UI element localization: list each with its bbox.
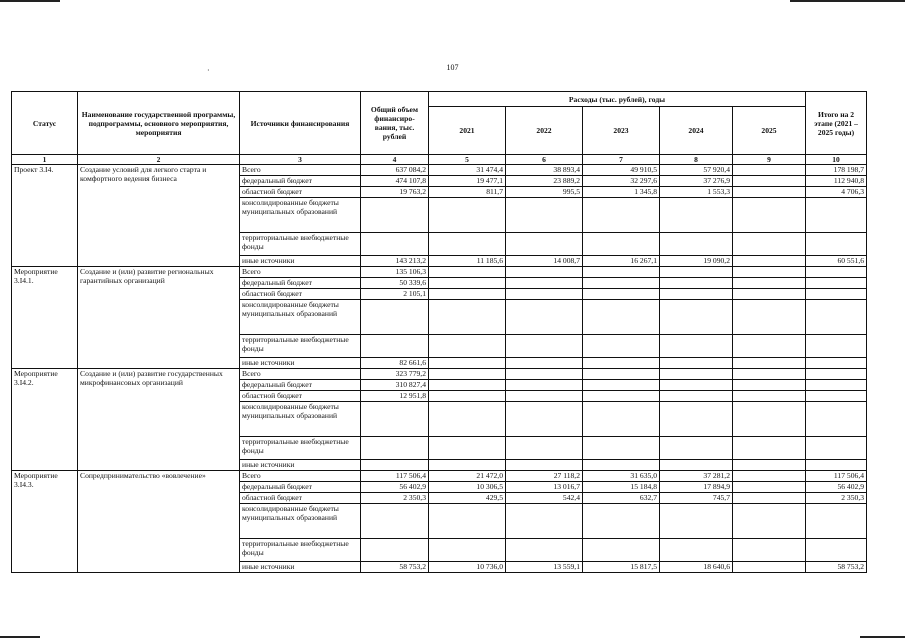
header-stage-total: Итого на 2 этапе (2021 – 2025 годы) — [806, 92, 867, 155]
amount-y2025 — [733, 402, 806, 437]
amount-y2025 — [733, 278, 806, 289]
amount-stage: 112 940,8 — [806, 176, 867, 187]
amount-stage — [806, 335, 867, 358]
amount-y2023 — [583, 460, 660, 471]
amount-y2024 — [660, 300, 733, 335]
amount-y2022 — [506, 460, 583, 471]
amount-total — [361, 539, 429, 562]
amount-y2025 — [733, 380, 806, 391]
header-sources: Источники финансирования — [240, 92, 361, 155]
amount-y2022 — [506, 289, 583, 300]
row-status: Проект 3.I4. — [12, 165, 78, 267]
amount-y2022 — [506, 233, 583, 256]
amount-y2021: 811,7 — [429, 187, 506, 198]
amount-y2022: 38 893,4 — [506, 165, 583, 176]
amount-y2025 — [733, 187, 806, 198]
amount-y2025 — [733, 493, 806, 504]
amount-total — [361, 300, 429, 335]
amount-y2023 — [583, 289, 660, 300]
column-number: 8 — [660, 155, 733, 165]
amount-y2021 — [429, 402, 506, 437]
amount-stage: 60 551,6 — [806, 256, 867, 267]
funding-source: областной бюджет — [240, 187, 361, 198]
amount-y2021 — [429, 539, 506, 562]
amount-y2024 — [660, 380, 733, 391]
bottom-scan-edge-right — [860, 636, 905, 638]
amount-y2023 — [583, 437, 660, 460]
amount-y2022: 23 889,2 — [506, 176, 583, 187]
amount-total: 2 105,1 — [361, 289, 429, 300]
amount-y2025 — [733, 267, 806, 278]
funding-source: консолидированные бюджеты муниципальных образований — [240, 504, 361, 539]
funding-source: иные источники — [240, 562, 361, 573]
amount-y2022: 13 559,1 — [506, 562, 583, 573]
amount-stage — [806, 391, 867, 402]
amount-y2025 — [733, 358, 806, 369]
amount-stage — [806, 300, 867, 335]
amount-y2022 — [506, 278, 583, 289]
amount-total — [361, 504, 429, 539]
row-name: Создание и (или) развитие региональных гарантийных организаций — [78, 267, 240, 369]
amount-y2024 — [660, 358, 733, 369]
amount-stage — [806, 369, 867, 380]
amount-stage — [806, 460, 867, 471]
amount-y2022: 27 118,2 — [506, 471, 583, 482]
amount-y2025 — [733, 256, 806, 267]
amount-y2025 — [733, 335, 806, 358]
amount-stage — [806, 437, 867, 460]
column-number: 7 — [583, 155, 660, 165]
amount-y2021: 429,5 — [429, 493, 506, 504]
funding-source: областной бюджет — [240, 493, 361, 504]
amount-total — [361, 233, 429, 256]
amount-y2024: 745,7 — [660, 493, 733, 504]
amount-y2023 — [583, 335, 660, 358]
amount-y2023 — [583, 369, 660, 380]
column-number: 6 — [506, 155, 583, 165]
amount-y2024 — [660, 267, 733, 278]
amount-stage — [806, 504, 867, 539]
amount-total: 310 827,4 — [361, 380, 429, 391]
amount-y2024: 17 894,9 — [660, 482, 733, 493]
amount-y2023: 49 910,5 — [583, 165, 660, 176]
funding-source: Всего — [240, 165, 361, 176]
amount-stage: 58 753,2 — [806, 562, 867, 573]
amount-y2025 — [733, 233, 806, 256]
amount-y2025 — [733, 539, 806, 562]
amount-y2021 — [429, 391, 506, 402]
amount-y2025 — [733, 198, 806, 233]
amount-y2021 — [429, 335, 506, 358]
amount-y2025 — [733, 300, 806, 335]
amount-total: 19 763,2 — [361, 187, 429, 198]
amount-y2024: 37 281,2 — [660, 471, 733, 482]
amount-stage: 2 350,3 — [806, 493, 867, 504]
amount-total: 82 661,6 — [361, 358, 429, 369]
amount-y2025 — [733, 391, 806, 402]
amount-y2021: 19 477,1 — [429, 176, 506, 187]
amount-y2025 — [733, 471, 806, 482]
amount-total: 637 084,2 — [361, 165, 429, 176]
amount-y2022 — [506, 267, 583, 278]
funding-source: иные источники — [240, 358, 361, 369]
amount-y2024 — [660, 335, 733, 358]
header-expenses: Расходы (тыс. рублей), годы — [429, 92, 806, 107]
amount-y2024 — [660, 289, 733, 300]
funding-source: Всего — [240, 369, 361, 380]
amount-y2021 — [429, 198, 506, 233]
funding-source: федеральный бюджет — [240, 278, 361, 289]
amount-total — [361, 335, 429, 358]
row-name: Создание и (или) развитие государственных микрофинансовых организаций — [78, 369, 240, 471]
header-year: 2024 — [660, 107, 733, 155]
amount-y2024 — [660, 278, 733, 289]
funding-source: консолидированные бюджеты муниципальных образований — [240, 402, 361, 437]
amount-y2024: 1 553,3 — [660, 187, 733, 198]
amount-y2025 — [733, 176, 806, 187]
amount-y2025 — [733, 289, 806, 300]
amount-y2024 — [660, 391, 733, 402]
header-year: 2022 — [506, 107, 583, 155]
row-status: Мероприятие 3.I4.3. — [12, 471, 78, 573]
amount-y2023 — [583, 300, 660, 335]
amount-y2025 — [733, 562, 806, 573]
column-number: 5 — [429, 155, 506, 165]
amount-y2025 — [733, 482, 806, 493]
amount-stage — [806, 289, 867, 300]
amount-y2022 — [506, 437, 583, 460]
amount-y2021 — [429, 504, 506, 539]
amount-y2024 — [660, 504, 733, 539]
table-row — [12, 471, 867, 482]
amount-y2022 — [506, 402, 583, 437]
amount-y2022 — [506, 504, 583, 539]
column-number: 2 — [78, 155, 240, 165]
amount-total: 474 107,8 — [361, 176, 429, 187]
amount-total: 135 106,3 — [361, 267, 429, 278]
amount-total: 323 779,2 — [361, 369, 429, 380]
amount-y2024 — [660, 402, 733, 437]
amount-y2021 — [429, 460, 506, 471]
amount-y2021: 10 736,0 — [429, 562, 506, 573]
table-row — [12, 369, 867, 380]
amount-y2021 — [429, 289, 506, 300]
amount-total: 2 350,3 — [361, 493, 429, 504]
amount-total: 56 402,9 — [361, 482, 429, 493]
amount-stage — [806, 380, 867, 391]
amount-y2021 — [429, 369, 506, 380]
amount-y2022 — [506, 358, 583, 369]
column-number: 1 — [12, 155, 78, 165]
amount-y2023: 632,7 — [583, 493, 660, 504]
amount-total — [361, 198, 429, 233]
amount-total — [361, 460, 429, 471]
header-year: 2021 — [429, 107, 506, 155]
amount-y2023 — [583, 233, 660, 256]
amount-y2022: 13 016,7 — [506, 482, 583, 493]
row-name: Сопредпринимательство «вовлечение» — [78, 471, 240, 573]
amount-y2024: 57 920,4 — [660, 165, 733, 176]
amount-y2024 — [660, 369, 733, 380]
funding-source: консолидированные бюджеты муниципальных образований — [240, 300, 361, 335]
table-body — [12, 165, 867, 573]
amount-y2023: 16 267,1 — [583, 256, 660, 267]
header-year: 2025 — [733, 107, 806, 155]
amount-stage: 4 706,3 — [806, 187, 867, 198]
amount-y2023 — [583, 402, 660, 437]
amount-stage — [806, 198, 867, 233]
amount-y2021 — [429, 380, 506, 391]
amount-y2023: 15 184,8 — [583, 482, 660, 493]
amount-total: 50 339,6 — [361, 278, 429, 289]
amount-y2025 — [733, 460, 806, 471]
amount-y2022 — [506, 300, 583, 335]
funding-source: областной бюджет — [240, 391, 361, 402]
amount-y2024: 37 276,9 — [660, 176, 733, 187]
amount-y2022 — [506, 369, 583, 380]
amount-y2025 — [733, 504, 806, 539]
amount-y2021 — [429, 233, 506, 256]
amount-y2023 — [583, 358, 660, 369]
amount-y2024 — [660, 539, 733, 562]
amount-y2021 — [429, 278, 506, 289]
amount-y2021 — [429, 437, 506, 460]
amount-y2024 — [660, 437, 733, 460]
amount-y2021: 21 472,0 — [429, 471, 506, 482]
amount-y2022: 14 008,7 — [506, 256, 583, 267]
funding-source: областной бюджет — [240, 289, 361, 300]
amount-y2023 — [583, 504, 660, 539]
row-status: Мероприятие 3.I4.1. — [12, 267, 78, 369]
funding-source: иные источники — [240, 256, 361, 267]
amount-y2021: 31 474,4 — [429, 165, 506, 176]
amount-y2022: 542,4 — [506, 493, 583, 504]
amount-y2022 — [506, 539, 583, 562]
amount-y2023 — [583, 198, 660, 233]
amount-y2022 — [506, 391, 583, 402]
funding-source: иные источники — [240, 460, 361, 471]
amount-y2023: 31 635,0 — [583, 471, 660, 482]
amount-y2023: 32 297,6 — [583, 176, 660, 187]
amount-stage: 56 402,9 — [806, 482, 867, 493]
funding-source: территориальные внебюджетные фонды — [240, 335, 361, 358]
amount-y2024 — [660, 460, 733, 471]
amount-y2022 — [506, 380, 583, 391]
amount-total — [361, 437, 429, 460]
amount-total: 12 951,8 — [361, 391, 429, 402]
amount-y2023 — [583, 380, 660, 391]
amount-total: 117 506,4 — [361, 471, 429, 482]
amount-y2023 — [583, 278, 660, 289]
funding-source: консолидированные бюджеты муниципальных образований — [240, 198, 361, 233]
amount-y2024: 19 090,2 — [660, 256, 733, 267]
funding-source: территориальные внебюджетные фонды — [240, 233, 361, 256]
funding-source: территориальные внебюджетные фонды — [240, 539, 361, 562]
funding-source: федеральный бюджет — [240, 176, 361, 187]
funding-source: федеральный бюджет — [240, 482, 361, 493]
header-name: Наименование государственной программы, подпрограммы, основного мероприятия, мероприятия — [78, 92, 240, 155]
header-year: 2023 — [583, 107, 660, 155]
funding-source: Всего — [240, 267, 361, 278]
amount-y2022 — [506, 335, 583, 358]
bottom-scan-edge-left — [0, 636, 40, 638]
amount-y2024 — [660, 233, 733, 256]
amount-stage — [806, 539, 867, 562]
amount-y2021: 10 306,5 — [429, 482, 506, 493]
amount-stage — [806, 278, 867, 289]
amount-total: 143 213,2 — [361, 256, 429, 267]
amount-y2024 — [660, 198, 733, 233]
amount-stage — [806, 233, 867, 256]
stray-mark: · — [207, 66, 210, 75]
amount-y2023 — [583, 391, 660, 402]
amount-y2023 — [583, 539, 660, 562]
table-row — [12, 267, 867, 278]
funding-source: Всего — [240, 471, 361, 482]
table-row — [12, 165, 867, 176]
amount-y2023: 15 817,5 — [583, 562, 660, 573]
amount-y2025 — [733, 165, 806, 176]
page-number: 107 — [446, 63, 459, 72]
amount-stage: 178 198,7 — [806, 165, 867, 176]
amount-y2021 — [429, 300, 506, 335]
amount-stage — [806, 358, 867, 369]
column-number: 9 — [733, 155, 806, 165]
amount-y2022 — [506, 198, 583, 233]
amount-y2023 — [583, 267, 660, 278]
amount-y2021 — [429, 267, 506, 278]
amount-y2025 — [733, 369, 806, 380]
header-total: Общий объем финансиро-вания, тыс. рублей — [361, 92, 429, 155]
amount-y2021 — [429, 358, 506, 369]
amount-total: 58 753,2 — [361, 562, 429, 573]
header-status: Статус — [12, 92, 78, 155]
amount-y2023: 1 345,8 — [583, 187, 660, 198]
top-scan-edge-right — [790, 0, 905, 2]
funding-source: территориальные внебюджетные фонды — [240, 437, 361, 460]
amount-stage — [806, 267, 867, 278]
amount-stage: 117 506,4 — [806, 471, 867, 482]
row-name: Создание условий для легкого старта и комфортного ведения бизнеса — [78, 165, 240, 267]
row-status: Мероприятие 3.I4.2. — [12, 369, 78, 471]
amount-y2024: 18 640,6 — [660, 562, 733, 573]
amount-y2025 — [733, 437, 806, 460]
column-number: 4 — [361, 155, 429, 165]
column-number: 10 — [806, 155, 867, 165]
amount-y2021: 11 185,6 — [429, 256, 506, 267]
column-number: 3 — [240, 155, 361, 165]
amount-y2022: 995,5 — [506, 187, 583, 198]
amount-stage — [806, 402, 867, 437]
top-scan-edge-left — [0, 0, 60, 2]
funding-source: федеральный бюджет — [240, 380, 361, 391]
financing-table — [11, 91, 867, 573]
amount-total — [361, 402, 429, 437]
